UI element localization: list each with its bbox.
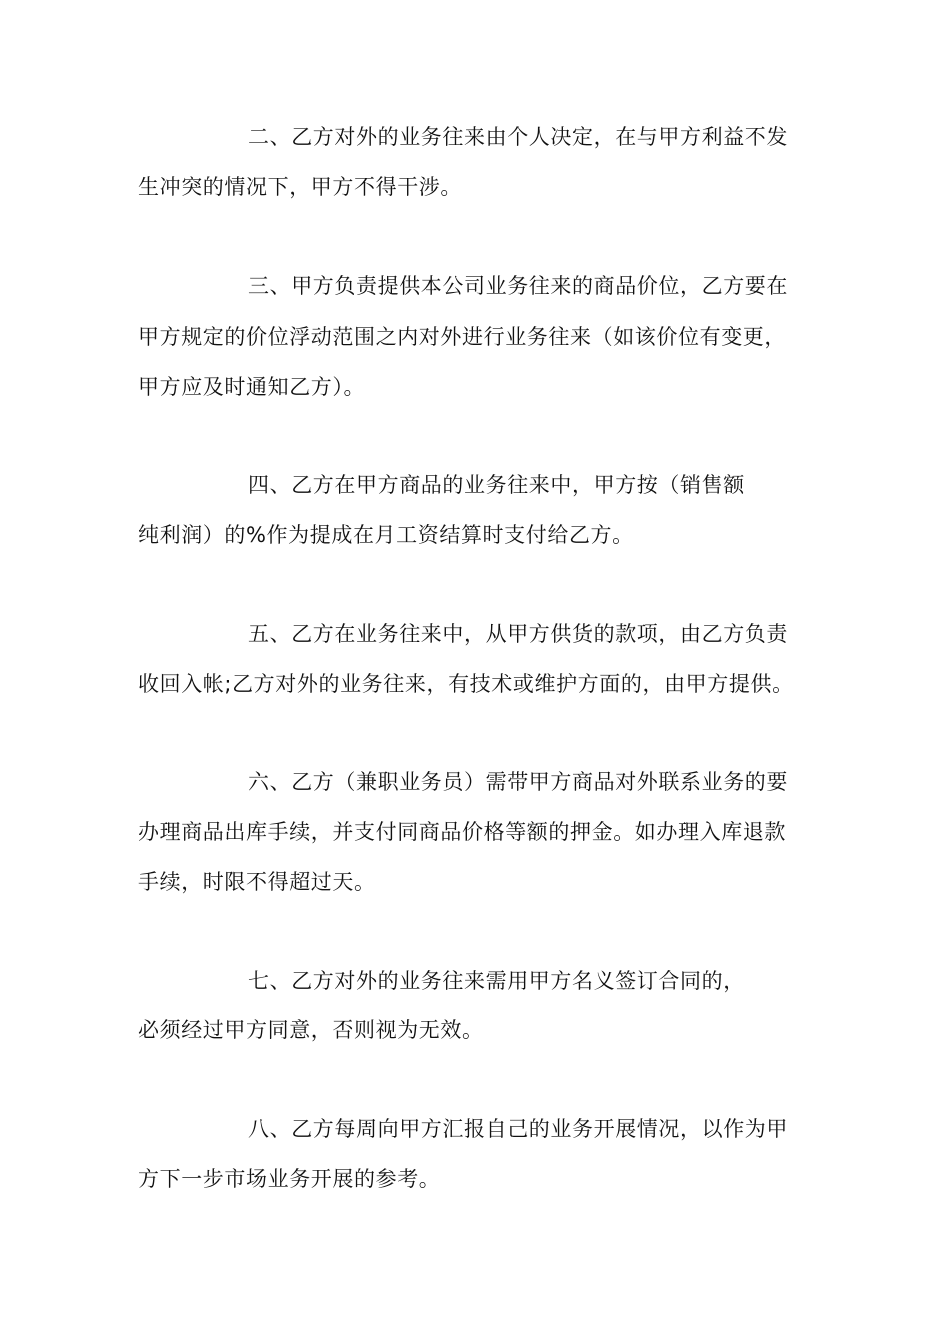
clause-line: 甲方应及时通知乙方）。	[138, 375, 366, 399]
clause-line: 四、乙方在甲方商品的业务往来中，甲方按（销售额	[248, 473, 745, 497]
clause-line: 方下一步市场业务开展的参考。	[138, 1167, 441, 1191]
clause-line: 纯利润）的%作为提成在月工资结算时支付给乙方。	[138, 523, 634, 547]
clause-line: 收回入帐;乙方对外的业务往来，有技术或维护方面的，由甲方提供。	[138, 672, 794, 696]
clause-line: 甲方规定的价位浮动范围之内对外进行业务往来（如该价位有变更，	[138, 325, 786, 349]
clause-line: 手续，时限不得超过天。	[138, 870, 376, 894]
clause-line: 生冲突的情况下，甲方不得干涉。	[138, 175, 462, 199]
clause-line: 五、乙方在业务往来中，从甲方供货的款项，由乙方负责	[248, 622, 788, 646]
clause-line: 必须经过甲方同意，否则视为无效。	[138, 1018, 484, 1042]
clause-line: 办理商品出库手续，并支付同商品价格等额的押金。如办理入库退款	[138, 820, 786, 844]
clause-line: 六、乙方（兼职业务员）需带甲方商品对外联系业务的要	[248, 770, 788, 794]
clause-line: 八、乙方每周向甲方汇报自己的业务开展情况，以作为甲	[248, 1117, 788, 1141]
clause-line: 七、乙方对外的业务往来需用甲方名义签订合同的，	[248, 969, 745, 993]
clause-line: 三、甲方负责提供本公司业务往来的商品价位，乙方要在	[248, 274, 788, 298]
clause-line: 二、乙方对外的业务往来由个人决定，在与甲方利益不发	[248, 125, 788, 149]
